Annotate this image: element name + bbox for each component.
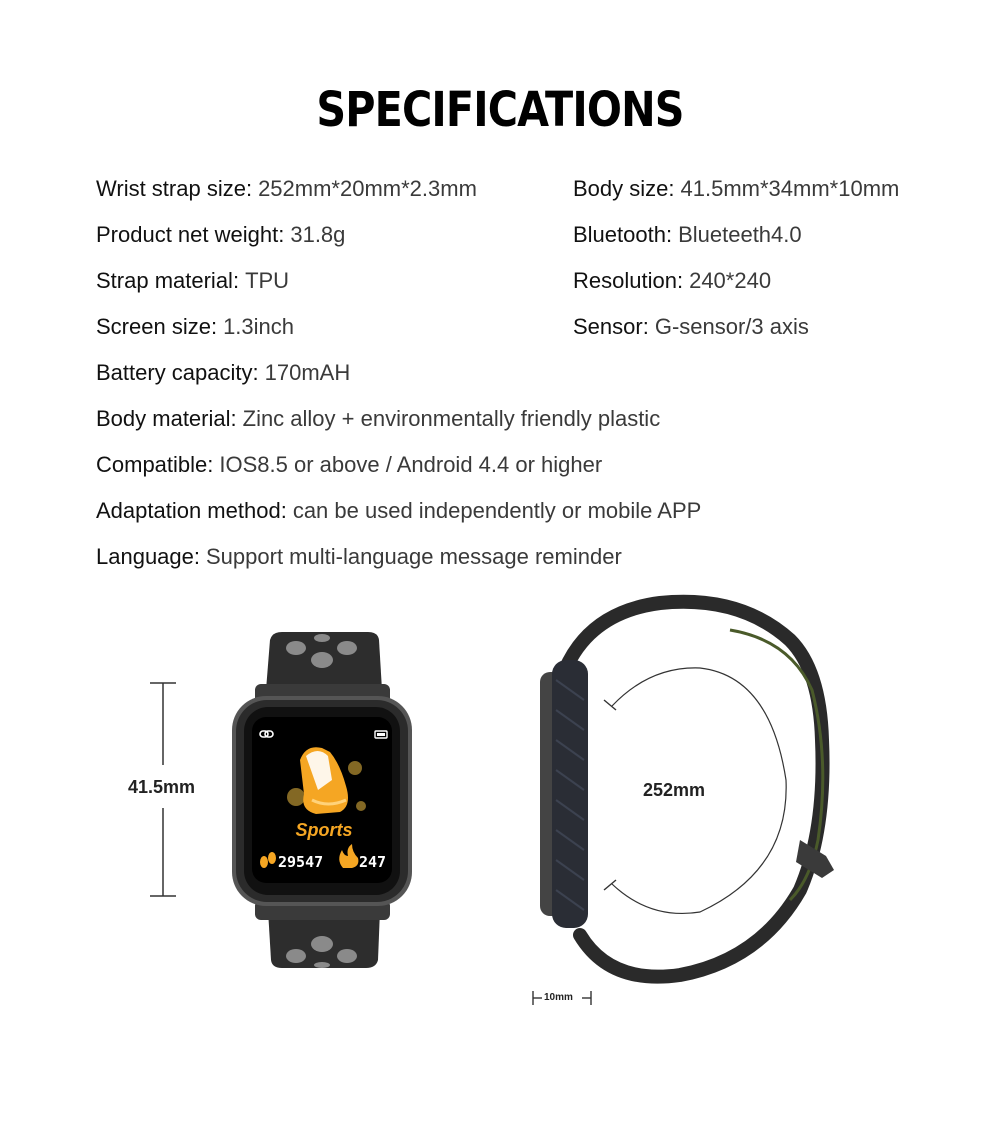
spec-label: Battery capacity:	[96, 360, 259, 385]
spec-value: 31.8g	[290, 222, 346, 247]
spec-value: 240*240	[689, 268, 772, 293]
height-dimension-label: 41.5mm	[128, 777, 196, 797]
spec-label: Body size:	[573, 176, 675, 201]
spec-label: Adaptation method:	[96, 498, 287, 523]
spec-label: Body material:	[96, 406, 237, 431]
spec-value: IOS8.5 or above / Android 4.4 or higher	[219, 452, 603, 477]
spec-label: Resolution:	[573, 268, 684, 293]
spec-value: G-sensor/3 axis	[654, 314, 809, 339]
spec-value: 170mAH	[264, 360, 351, 385]
spec-value: Support multi-language message reminder	[206, 544, 622, 569]
spec-value: TPU	[245, 268, 290, 293]
spec-label: Language:	[96, 544, 200, 569]
spec-value: Blueteeth4.0	[678, 222, 802, 247]
screen-mode-label: Sports	[295, 820, 353, 840]
steps-value: 29547	[278, 853, 324, 871]
spec-label: Strap material:	[96, 268, 240, 293]
spec-value: Zinc alloy + environmentally friendly plastic	[242, 406, 661, 431]
spec-label: Bluetooth:	[573, 222, 673, 247]
watch-front	[150, 632, 412, 968]
watch-side	[533, 602, 834, 1005]
spec-value: 41.5mm*34mm*10mm	[680, 176, 900, 201]
spec-label: Wrist strap size:	[96, 176, 253, 201]
spec-value: 1.3inch	[223, 314, 295, 339]
spec-value: 252mm*20mm*2.3mm	[258, 176, 477, 201]
thickness-label: 10mm	[544, 992, 573, 1003]
spec-label: Compatible:	[96, 452, 214, 477]
calories-value: 247	[359, 853, 387, 871]
spec-label: Sensor:	[573, 314, 649, 339]
page-title: SPECIFICATIONS	[316, 82, 684, 138]
spec-label: Product net weight:	[96, 222, 285, 247]
spec-value: can be used independently or mobile APP	[292, 498, 702, 523]
spec-label: Screen size:	[96, 314, 218, 339]
strap-length-label: 252mm	[643, 780, 706, 800]
